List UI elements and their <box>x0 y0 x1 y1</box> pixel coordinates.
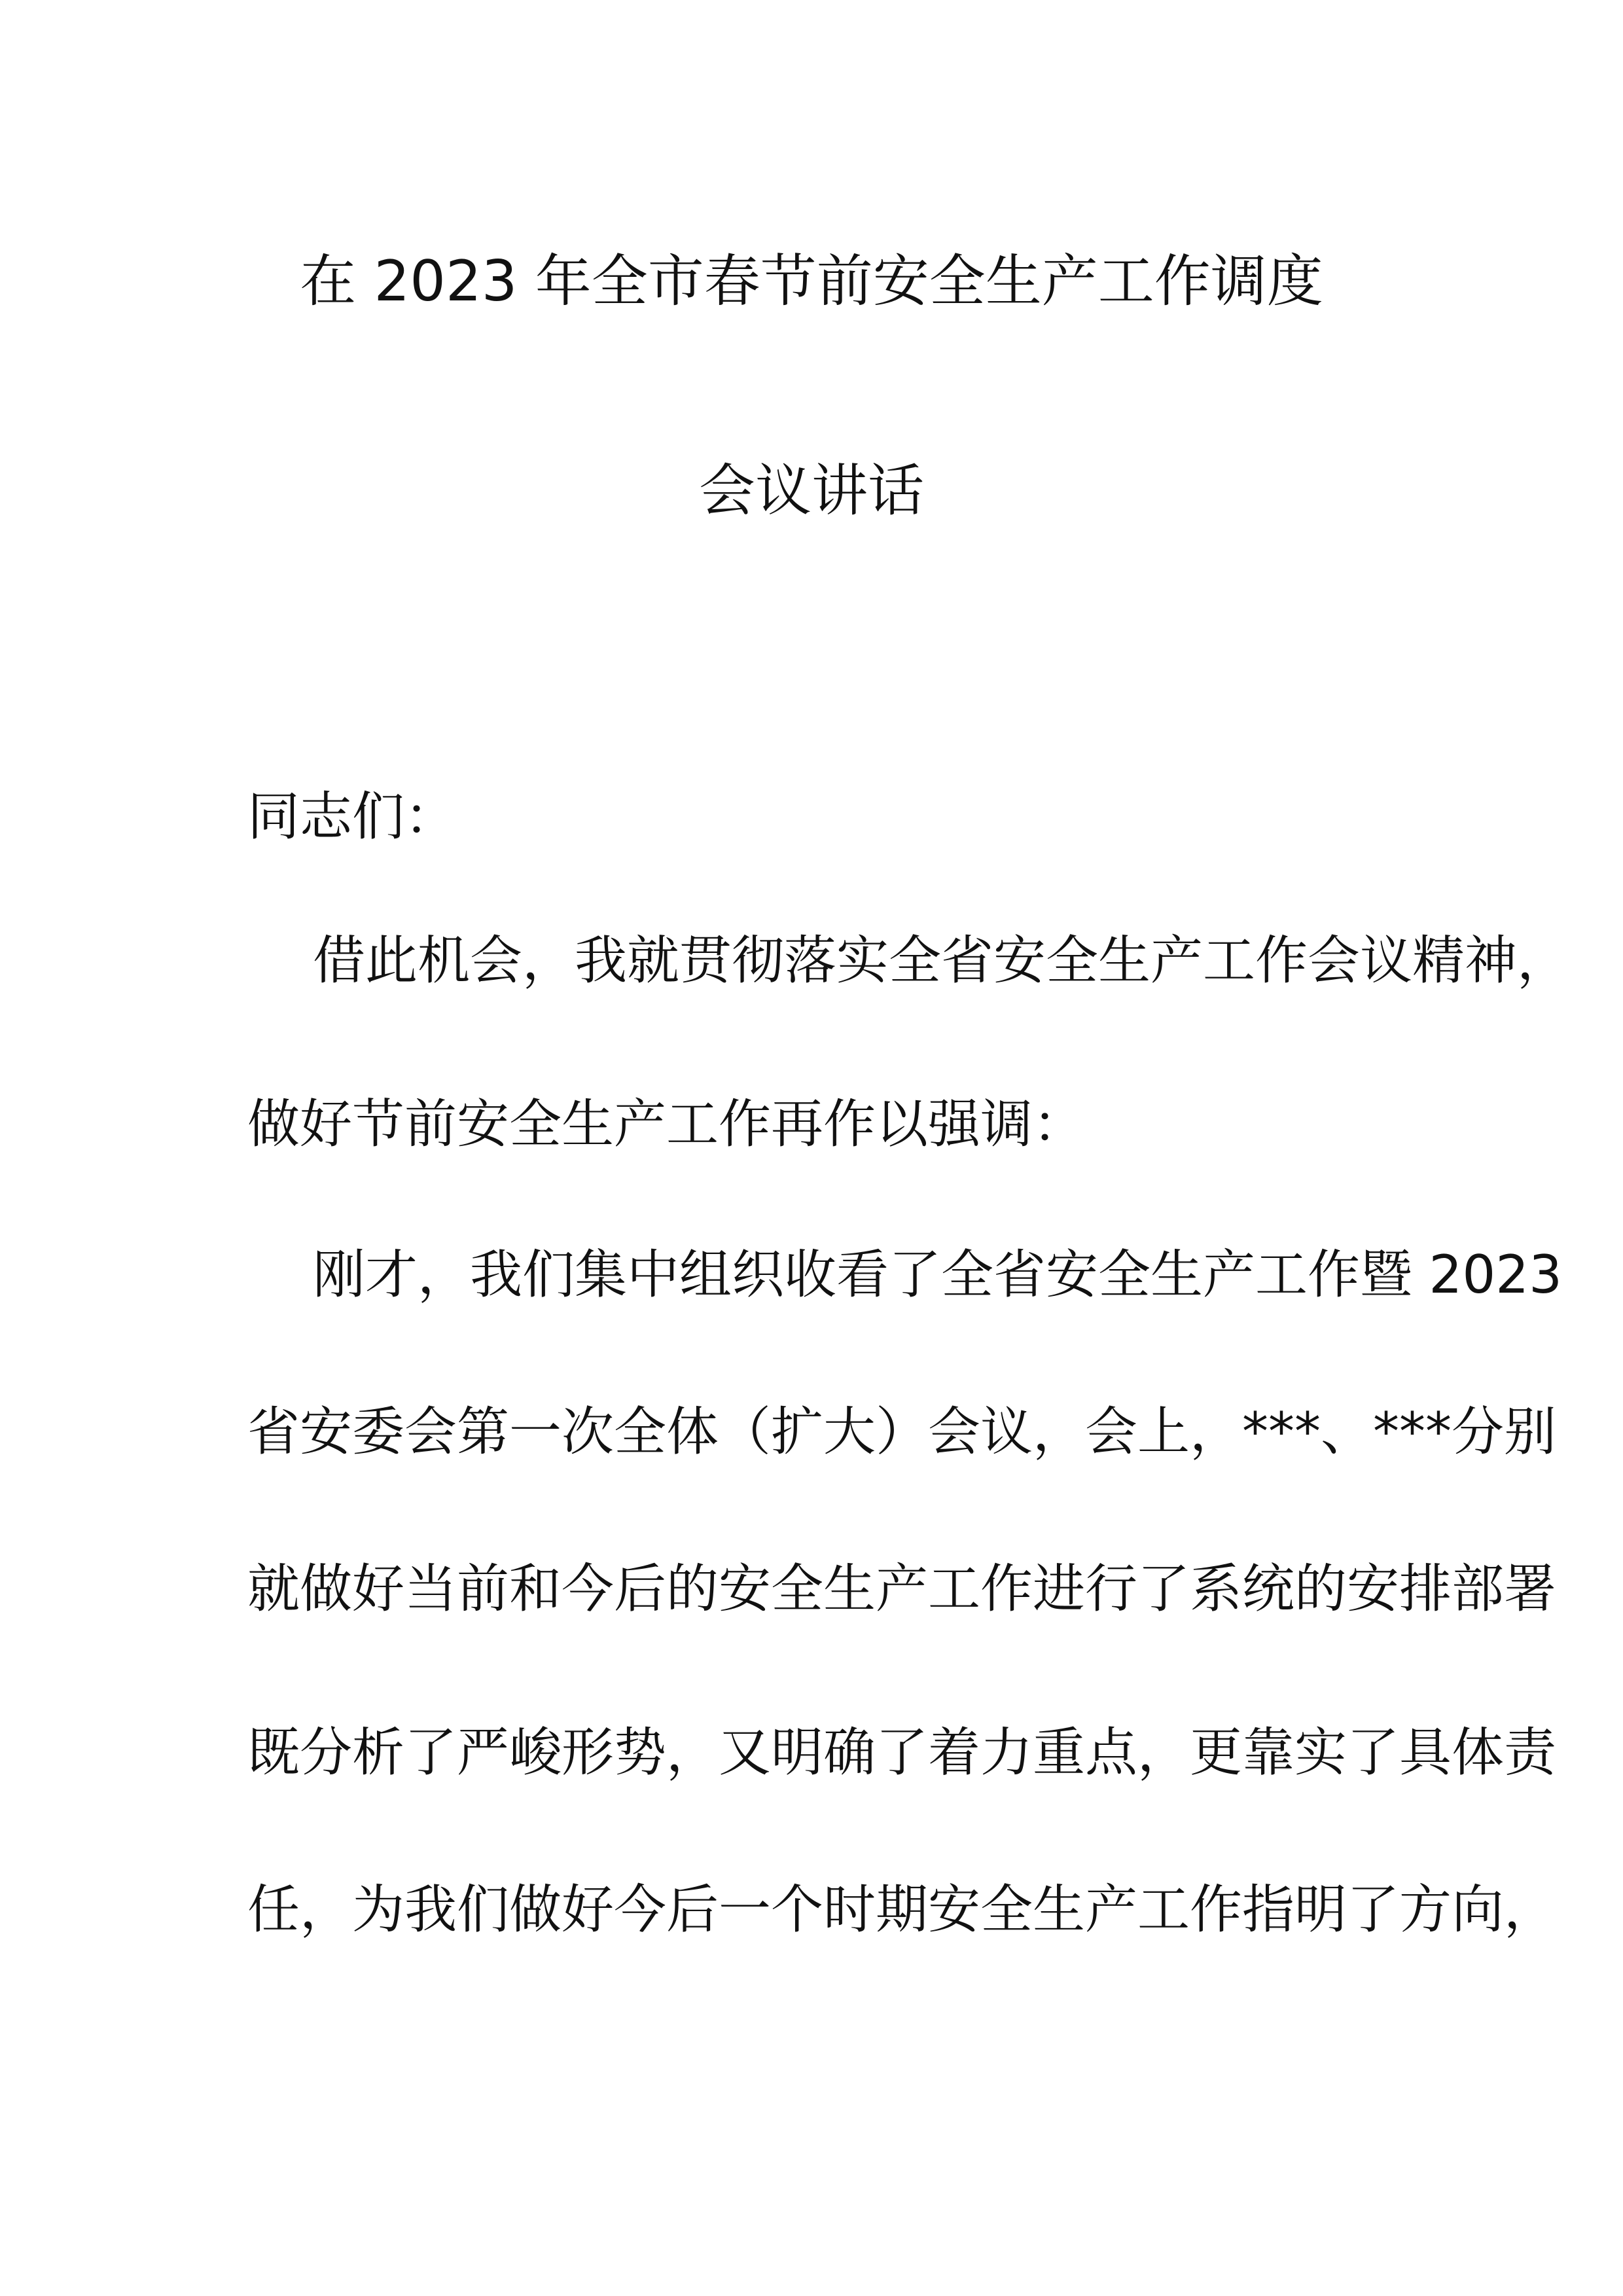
paragraph-2-line-3: 就做好当前和今后的安全生产工作进行了系统的安排部署 <box>247 1558 1556 1619</box>
paragraph-1-line-2: 做好节前安全生产工作再作以强调： <box>247 1094 1085 1155</box>
paragraph-2-line-5: 任，为我们做好今后一个时期安全生产工作指明了方向， <box>247 1879 1556 1940</box>
paragraph-1-line-1: 借此机会，我就贯彻落实全省安全生产工作会议精神， <box>313 930 1569 991</box>
paragraph-2-line-4: 既分析了严峻形势，又明确了着力重点，更靠实了具体责 <box>247 1722 1556 1783</box>
salutation: 同志们： <box>247 786 457 847</box>
paragraph-2-line-2: 省安委会第一次全体（扩大）会议，会上，***、***分别 <box>247 1401 1556 1462</box>
paragraph-2-line-1: 刚才，我们集中组织收看了全省安全生产工作暨 2023 <box>313 1244 1563 1305</box>
document-title-line-1: 在 2023 年全市春节前安全生产工作调度 <box>300 249 1323 314</box>
document-title-line-2: 会议讲话 <box>699 458 924 524</box>
